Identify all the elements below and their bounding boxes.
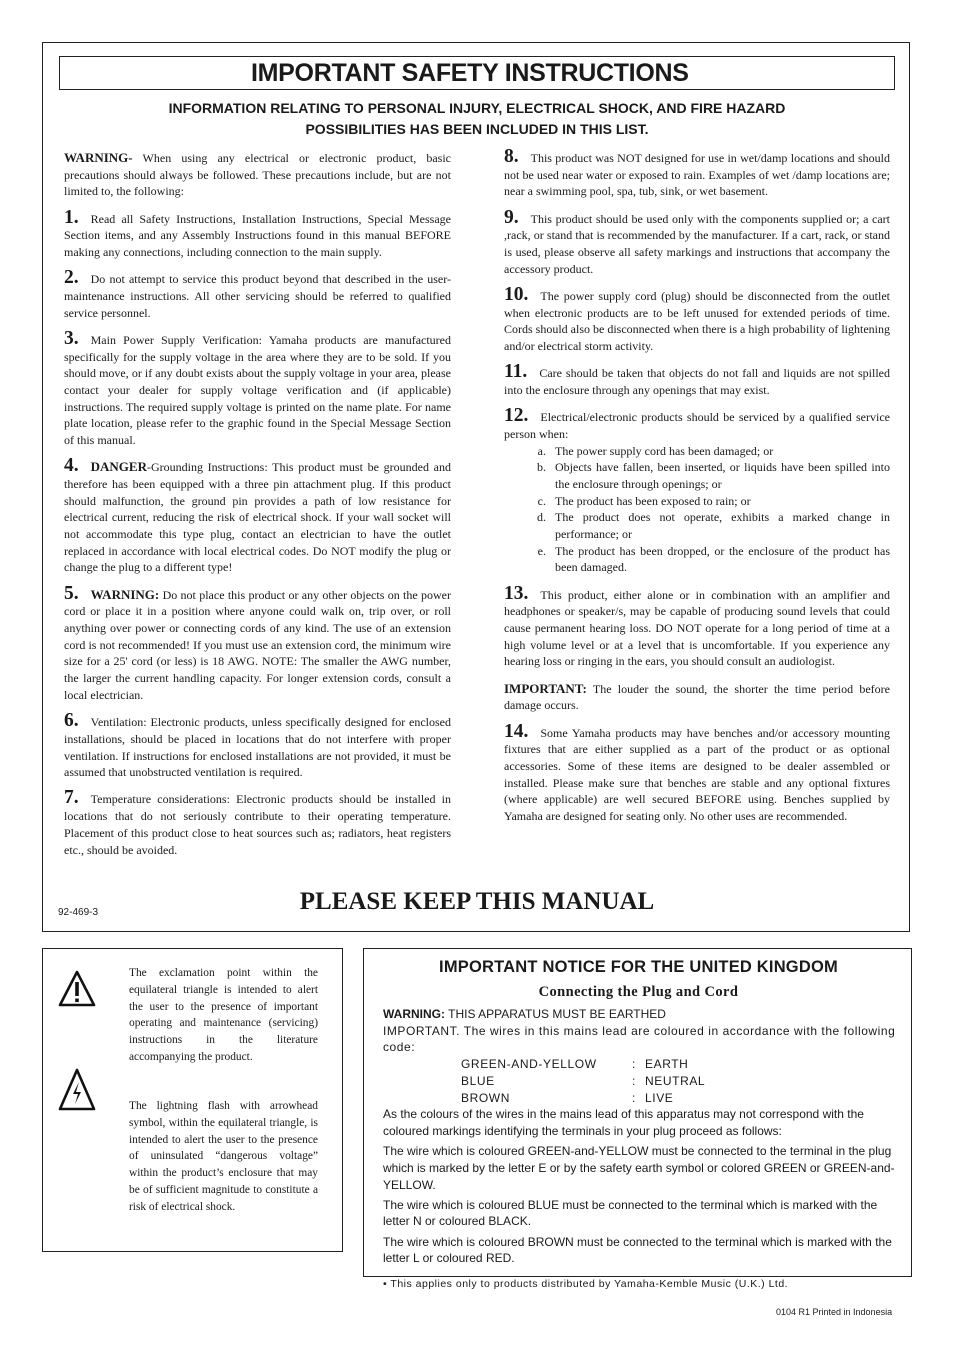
instruction-item-9	[504, 206, 890, 278]
instruction-item-11	[504, 361, 890, 398]
instruction-item-13	[504, 582, 890, 671]
sublist-letter: b.	[537, 460, 546, 475]
print-info: 0104 R1 Printed in Indonesia	[776, 1307, 893, 1317]
item-number: 2.	[64, 267, 79, 289]
wire-code-row	[383, 1073, 896, 1090]
subheading-line-2: POSSIBILITIES HAS BEEN INCLUDED IN THIS LIST.	[305, 121, 649, 137]
exclamation-explanation: The exclamation point within the equilateral triangle is intended to alert the user to the presence of important operating and maintenance (servicing) instructions in the literature accompanying the product.	[129, 967, 318, 1063]
item-text: Temperature considerations: Electronic products should be installed in locations that do not seriously contribute to their operating temperature. Placement of this product close to heat sources such as; radiators, heat registers etc., should be avoided.	[64, 792, 451, 857]
item-number: 4.	[64, 455, 79, 477]
instruction-item-7	[64, 787, 451, 858]
uk-warning	[383, 1006, 896, 1023]
page-title: IMPORTANT SAFETY INSTRUCTIONS	[251, 59, 689, 87]
item-lead: WARNING:	[90, 586, 160, 602]
instruction-item-4	[64, 455, 451, 576]
uk-notice-box	[363, 948, 912, 1277]
item-text: Ventilation: Electronic products, unless specifically designed for enclosed installations, should be placed in locations that do not interfere with proper ventilation. If instructions for enclosed installations are not provided, it must be assumed that unobstructed ventilation is required.	[64, 715, 451, 780]
uk-paragraph-1: As the colours of the wires in the mains lead of this apparatus may not correspond with the coloured markings identifying the terminals in your plug proceed as follows:	[383, 1107, 864, 1138]
right-column	[504, 146, 890, 835]
uk-paragraph-4: The wire which is coloured BROWN must be connected to the terminal which is marked with the letter L or coloured RED.	[383, 1234, 892, 1266]
uk-warning-lead: WARNING:	[383, 1007, 445, 1021]
wire-color: GREEN-AND-YELLOW	[461, 1057, 597, 1072]
sublist-letter: a.	[537, 443, 546, 458]
item-number: 10.	[504, 283, 529, 305]
wire-code-row	[383, 1056, 896, 1073]
item-number: 14.	[504, 720, 529, 742]
sublist-item	[504, 443, 890, 460]
sublist-item	[504, 493, 890, 510]
subheading	[43, 98, 911, 140]
symbol-explanation-box	[42, 948, 343, 1252]
sublist-text: Objects have fallen, been inserted, or liquids have been spilled into the enclosure through openings; or	[555, 460, 890, 491]
item-text: Do not place this product or any other objects on the power cord or place it in a position where anyone could walk on, trip over, or roll anything over power or connecting cords of any kind. The use of an extension cord is not recommended! If you must use an extension cord, the minimum wire size for a 25' cord (or less) is 18 AWG. NOTE: The smaller the AWG number, the larger the current handling capacity. For longer extension cords, consult a local electrician.	[64, 587, 451, 702]
wire-code-row	[383, 1090, 896, 1107]
instruction-item-6	[64, 710, 451, 781]
item-text: Main Power Supply Verification: Yamaha products are manufactured specifically for the supply voltage in the area where they are to be sold. If you should move, or if any doubt exists about the supply voltage in your area, please contact your dealer for supply voltage verification and (if applicable) instructions. The required supply voltage is printed on the name plate. For name plate location, please refer to the graphic found in the Special Message Section of this manual.	[64, 332, 451, 448]
item-number: 7.	[64, 787, 79, 809]
lightning-triangle-icon	[57, 1067, 97, 1113]
item-number: 5.	[64, 582, 79, 604]
intro-lead: WARNING-	[64, 150, 133, 165]
sublist-letter: d.	[537, 510, 546, 525]
exclamation-triangle-icon	[57, 969, 97, 1009]
title-box	[59, 56, 895, 90]
sublist-item	[504, 543, 890, 576]
item-number: 13.	[504, 582, 529, 604]
instruction-item-14	[504, 720, 890, 825]
wire-colon: :	[632, 1057, 636, 1072]
left-column	[64, 150, 451, 869]
lightning-explanation: The lightning flash with arrowhead symbol, within the equilateral triangle, is intended to alert the user to the presence of uninsulated “dangerous voltage” within the product’s enclosure that may be of sufficient magnitude to constitute a risk of electrical shock.	[129, 1100, 318, 1213]
wire-colon: :	[632, 1073, 636, 1088]
sublist-letter: c.	[537, 493, 546, 508]
uk-paragraph-2: The wire which is coloured GREEN-and-YELLOW must be connected to the terminal in the plug which is marked by the letter E or by the safety earth symbol or colored GREEN or GREEN-and-YELLOW.	[383, 1144, 895, 1192]
wire-meaning: NEUTRAL	[645, 1073, 706, 1088]
instruction-item-2	[64, 267, 451, 321]
item-number: 1.	[64, 206, 79, 228]
item-number: 12.	[504, 405, 529, 427]
item-text: Do not attempt to service this product beyond that described in the user-maintenance instructions. All other servicing should be referred to qualified service personnel.	[64, 272, 451, 320]
item-number: 11.	[504, 361, 528, 383]
item-lead: DANGER	[90, 459, 147, 475]
instruction-item-5	[64, 582, 451, 704]
item-text: This product should be used only with the components supplied or; a cart ,rack, or stand that is recommended by the manufacturer. If a cart, rack, or stand is used, please observe all safety markings and instructions that accompany the accessory product.	[504, 211, 890, 276]
sublist-text: The power supply cord has been damaged; or	[555, 443, 774, 458]
footnote: • This applies only to products distributed by Yamaha-Kemble Music (U.K.) Ltd.	[383, 1278, 789, 1290]
sublist-text: The product does not operate, exhibits a marked change in performance; or	[555, 510, 890, 542]
sublist-text: The product has been exposed to rain; or	[555, 493, 751, 508]
wire-colon: :	[632, 1090, 636, 1105]
instruction-item-10	[504, 283, 890, 355]
uk-warning-text: THIS APPARATUS MUST BE EARTHED	[445, 1007, 666, 1021]
wire-meaning: LIVE	[645, 1090, 674, 1105]
uk-notice-heading: IMPORTANT NOTICE FOR THE UNITED KINGDOM	[439, 958, 838, 976]
item-number: 9.	[504, 206, 519, 228]
sublist-item	[504, 509, 890, 542]
wire-color: BLUE	[461, 1073, 495, 1088]
item-text: Read all Safety Instructions, Installation Instructions, Special Message Section items, and any Assembly Instructions found in this manual BEFORE making any connections, including connection to the main supply.	[64, 211, 451, 260]
item-number: 3.	[64, 327, 79, 349]
subheading-line-1: INFORMATION RELATING TO PERSONAL INJURY, ELECTRICAL SHOCK, AND FIRE HAZARD	[168, 100, 786, 116]
uk-notice-body	[383, 1006, 896, 1267]
intro-text: When using any electrical or electronic product, basic precautions should always be followed. These precautions include, but are not limited to, the following:	[64, 151, 451, 199]
wire-meaning: EARTH	[645, 1057, 689, 1072]
item-number: 8.	[504, 146, 519, 167]
document-code: 92-469-3	[58, 907, 99, 918]
item-number: 6.	[64, 710, 79, 732]
important-text: The louder the sound, the shorter the time period before damage occurs.	[504, 681, 890, 713]
item-text: Care should be taken that objects do not fall and liquids are not spilled into the enclosure through any openings that may exist.	[504, 366, 890, 397]
item-text: Electrical/electronic products should be serviced by a qualified service person when:	[504, 410, 890, 441]
keep-manual-title: PLEASE KEEP THIS MANUAL	[299, 888, 655, 915]
item-text: This product was NOT designed for use in wet/damp locations and should not be used near water or exposed to rain. Examples of wet /damp locations are; near a swimming pool, spa, tub, sink, or wet basement.	[504, 151, 890, 199]
wire-color: BROWN	[461, 1090, 510, 1105]
instruction-item-1	[64, 206, 451, 261]
intro-paragraph	[64, 150, 451, 200]
instruction-item-12	[504, 405, 890, 576]
uk-paragraph-3: The wire which is coloured BLUE must be connected to the terminal which is marked with the letter N or coloured BLACK.	[383, 1197, 878, 1229]
item-text: The power supply cord (plug) should be disconnected from the outlet when electronic products are to be left unused for extended periods of time. Cords should also be disconnected when there is a high probability of lightening and/or electrical storm activity.	[504, 288, 890, 354]
item-text: This product, either alone or in combination with an amplifier and headphones or speaker/s, may be capable of producing sound levels that could cause permanent hearing loss. DO NOT operate for a long period of time at a high volume level or at a level that is uncomfortable. If you experience any hearing loss or ringing in the ears, you should consult an audiologist.	[504, 587, 890, 669]
item-12-sublist	[504, 443, 890, 577]
sublist-text: The product has been dropped, or the enclosure of the product has been damaged.	[555, 543, 890, 575]
uk-important-text: IMPORTANT. The wires in this mains lead are coloured in accordance with the following code:	[383, 1023, 896, 1055]
sublist-item	[504, 459, 890, 492]
important-lead: IMPORTANT:	[504, 680, 587, 696]
uk-notice-subheading: Connecting the Plug and Cord	[538, 984, 739, 1000]
item-text: -Grounding Instructions: This product must be grounded and therefore has been equipped with a three pin attachment plug. If this product should malfunction, the ground pin provides a path of low resistance for electrical current, reducing the risk of electrical shock. If your wall socket will not accommodate this type plug, contact an electrician to have the outlet replaced in accordance with local electrical codes. Do NOT modify the plug or change the plug to a different type!	[64, 460, 451, 575]
sublist-letter: e.	[537, 543, 546, 558]
item-text: Some Yamaha products may have benches and/or accessory mounting fixtures that are either supplied as a part of the product or as optional accessories. Some of these items are designed to be dealer assembled or installed. Please make sure that benches are stable and any optional fixtures (where applicable) are well secured BEFORE using. Benches supplied by Yamaha are designed for seating only. No other uses are recommended.	[504, 725, 890, 824]
instruction-item-3	[64, 327, 451, 449]
safety-instructions-box	[42, 42, 910, 932]
important-note	[504, 681, 890, 714]
instruction-item-8	[504, 146, 890, 200]
